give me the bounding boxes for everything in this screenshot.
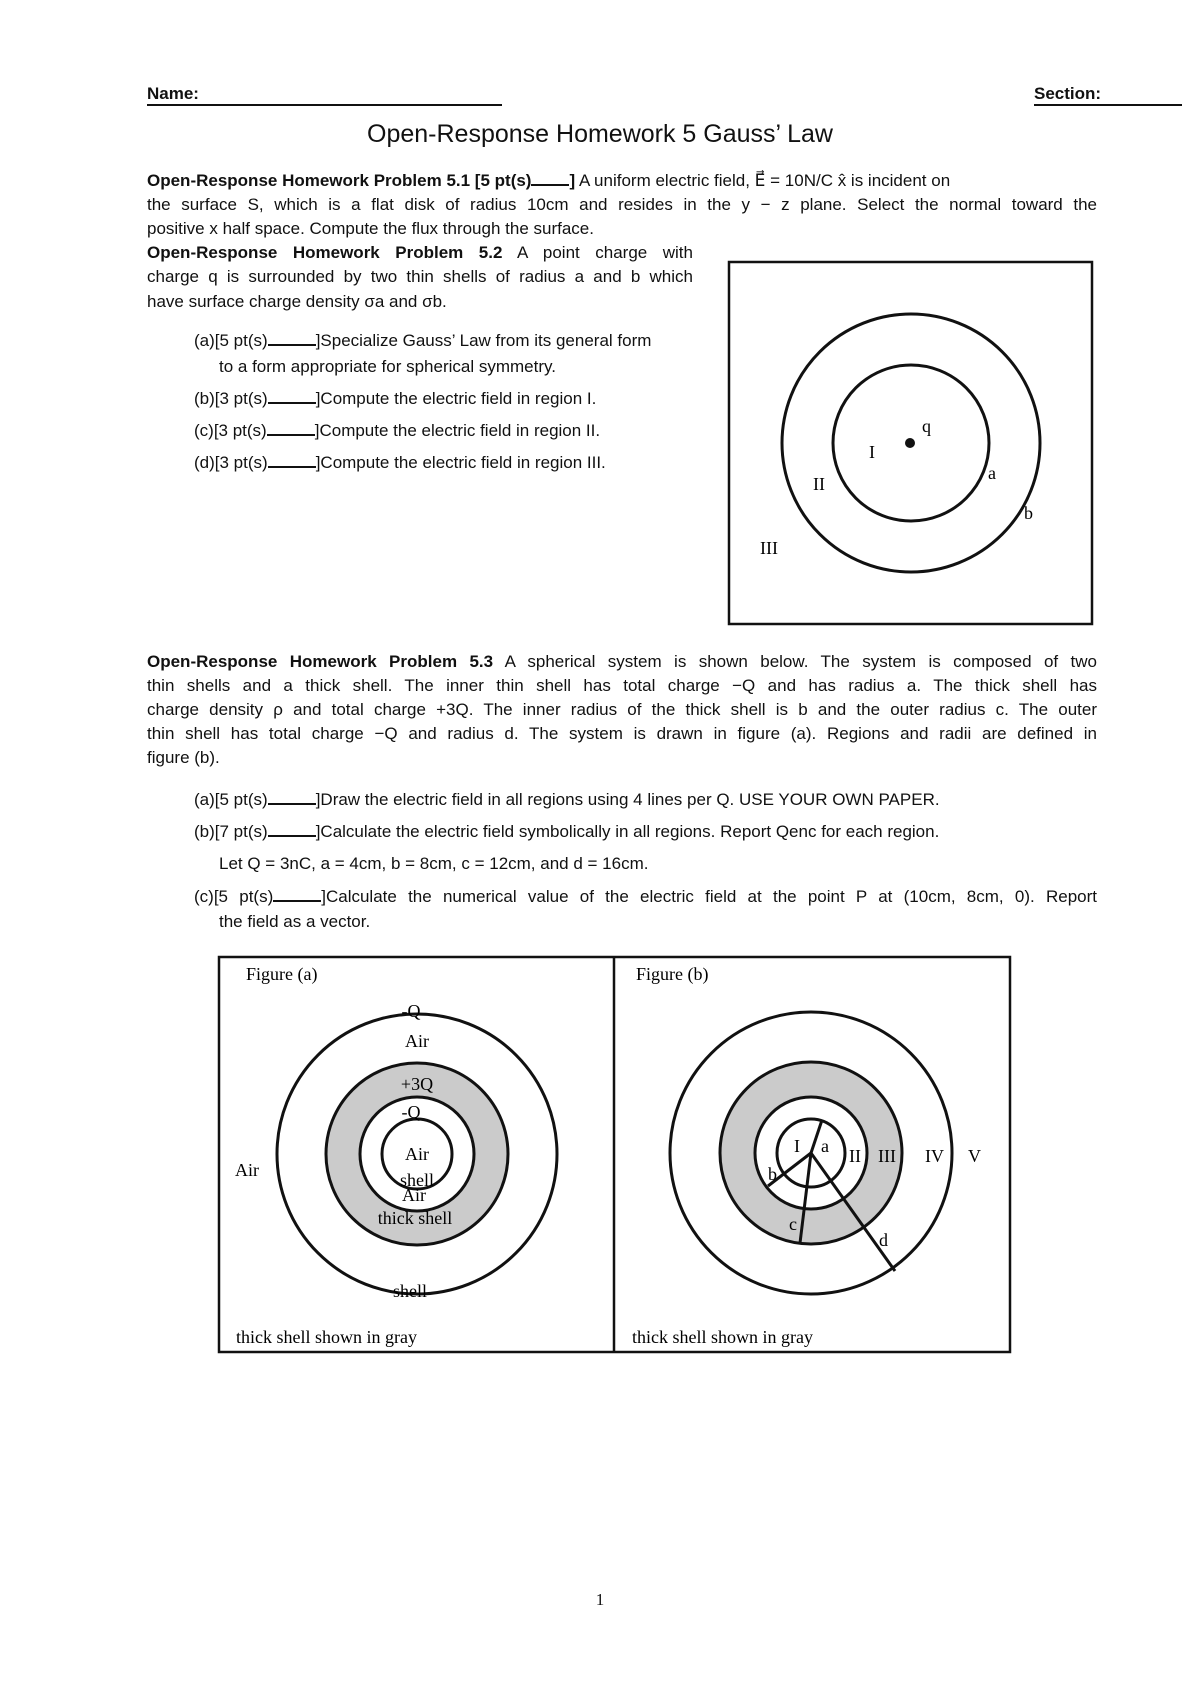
- figure-a: [235, 964, 557, 1347]
- air-mid-label: Air: [402, 1185, 426, 1205]
- part-text: ]Compute the electric field in region III.: [315, 453, 606, 472]
- problem-5-3-part-b-cont: Let Q = 3nC, a = 4cm, b = 8cm, c = 12cm, and d = 16cm.: [219, 854, 649, 873]
- region-I-label: I: [794, 1136, 800, 1156]
- thick-charge-label: +3Q: [400, 1074, 434, 1094]
- part-text: ]Compute the electric field in region I.: [315, 389, 597, 408]
- part-label: (c)[5 pt(s): [194, 887, 274, 906]
- inner-charge-label: -Q: [401, 1102, 421, 1122]
- part-text: ]Calculate the numerical value of the electric field at the point P at (10cm, 8cm, 0). Report: [321, 887, 1097, 906]
- figure-a-caption: thick shell shown in gray: [236, 1327, 417, 1347]
- part-text: ]Calculate the electric field symbolically in all regions. Report Qenc for each region.: [315, 822, 940, 841]
- problem-5-1-heading: Open-Response Homework Problem 5.1 [5 pt(s): [147, 171, 532, 190]
- problem-5-2-heading: Open-Response Homework Problem 5.2: [147, 243, 503, 262]
- problem-text: A point charge with: [517, 243, 693, 262]
- problem-5-3-line-5: figure (b).: [147, 748, 220, 767]
- thick-shell-label: thick shell: [377, 1208, 453, 1228]
- problem-text: A uniform electric field, E⃗ = 10N/C x̂ is incident on: [578, 171, 951, 190]
- part-label: (b)[7 pt(s): [194, 822, 268, 841]
- problem-5-2-part-a-cont: to a form appropriate for spherical symmetry.: [219, 357, 556, 376]
- bracket: ]: [569, 171, 576, 190]
- problem-5-3-line-3: charge density ρ and total charge +3Q. The inner radius of the thick shell is b and the outer radius c. The outer: [147, 700, 1097, 719]
- part-label: (a)[5 pt(s): [194, 331, 268, 350]
- problem-5-3-line-2: thin shells and a thick shell. The inner thin shell has total charge −Q and has radius a. The thick shell has: [147, 676, 1097, 695]
- radius-b-label: b: [768, 1164, 777, 1184]
- figure-b-title: Figure (b): [636, 964, 709, 984]
- problem-5-3-line-4: thin shell has total charge −Q and radius d. The system is drawn in figure (a). Regions and radii are defined in: [147, 724, 1097, 743]
- outer-charge-label: -Q: [401, 1001, 421, 1021]
- radius-d-label: d: [879, 1230, 888, 1250]
- figure-b: [632, 964, 981, 1347]
- air-center-label: Air: [405, 1144, 429, 1164]
- region-I-label: I: [869, 442, 875, 462]
- problem-5-2-line-2: charge q is surrounded by two thin shells of radius a and b which: [147, 267, 693, 286]
- section-label: Section:: [1034, 84, 1102, 103]
- problem-5-2-line-3: have surface charge density σa and σb.: [147, 292, 447, 311]
- shell-inner-label: shell: [400, 1170, 434, 1190]
- part-label: (d)[3 pt(s): [194, 453, 268, 472]
- part-text: ]Specialize Gauss’ Law from its general form: [315, 331, 652, 350]
- part-text: ]Draw the electric field in all regions using 4 lines per Q. USE YOUR OWN PAPER.: [315, 790, 940, 809]
- region-V-label: V: [968, 1146, 981, 1166]
- shell-outer-label: shell: [393, 1281, 427, 1301]
- problem-5-1-line-3: positive x half space. Compute the flux through the surface.: [147, 219, 594, 238]
- problem-5-1-line-2: the surface S, which is a flat disk of radius 10cm and resides in the y − z plane. Select the normal toward the: [147, 195, 1097, 214]
- air-top-label: Air: [405, 1031, 429, 1051]
- part-text: ]Compute the electric field in region II.: [314, 421, 601, 440]
- radius-a-label: a: [988, 463, 996, 483]
- part-label: (a)[5 pt(s): [194, 790, 268, 809]
- region-IV-label: IV: [925, 1146, 944, 1166]
- figure-a-title: Figure (a): [246, 964, 318, 984]
- page-title: Open-Response Homework 5 Gauss’ Law: [367, 120, 833, 148]
- radius-b-label: b: [1024, 503, 1033, 523]
- radius-c-label: c: [789, 1214, 797, 1234]
- radius-a-label: a: [821, 1136, 829, 1156]
- region-II-label: II: [849, 1146, 861, 1166]
- region-II-label: II: [813, 474, 825, 494]
- region-III-label: III: [878, 1146, 896, 1166]
- part-label: (c)[3 pt(s): [194, 421, 267, 440]
- figure-b-caption: thick shell shown in gray: [632, 1327, 813, 1347]
- problem-5-3-part-c-cont: the field as a vector.: [219, 912, 371, 931]
- air-outside-label: Air: [235, 1160, 259, 1180]
- problem-text: A spherical system is shown below. The system is composed of two: [504, 652, 1097, 671]
- name-label: Name:: [147, 84, 199, 103]
- problem-5-3-heading: Open-Response Homework Problem 5.3: [147, 652, 494, 671]
- region-III-label: III: [760, 538, 778, 558]
- charge-label: q: [922, 416, 931, 436]
- page-number: 1: [595, 1590, 605, 1609]
- part-label: (b)[3 pt(s): [194, 389, 268, 408]
